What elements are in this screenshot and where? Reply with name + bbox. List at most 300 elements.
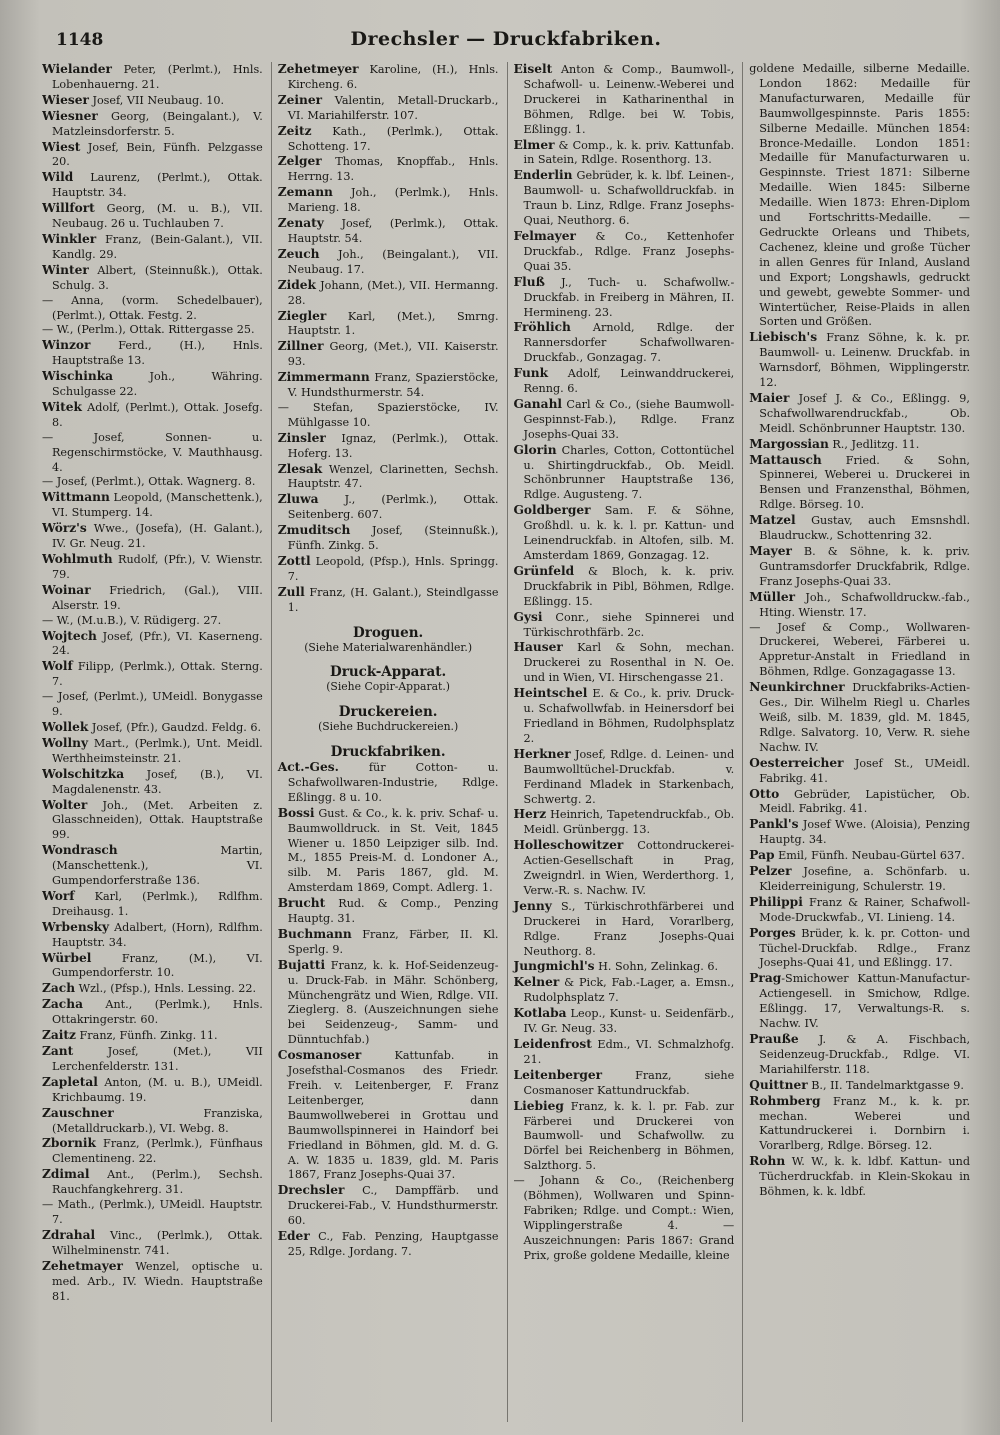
directory-entry-continuation: — Stefan, Spazierstöcke, IV. Mühlgasse 10.	[277, 400, 499, 429]
entry-name: Pap	[749, 848, 775, 863]
entry-details: Peter, (Perlmt.), Hnls. Lobenhauerng. 21.	[52, 63, 263, 91]
directory-entry	[514, 62, 735, 138]
entry-name: Zenaty	[277, 216, 324, 231]
entry-details: Franz, k. k. l. pr. Fab. zur Färberei und Druckerei von Baumwoll- und Schafwollw. zu Dörfel bei Reichenberg in Böhmen, Salzthorg. 5.	[523, 1099, 735, 1173]
columns	[42, 62, 970, 1422]
entry-details: Karl, (Perlmk.), Rdlfhm. Dreihausg. 1.	[52, 889, 263, 918]
entry-name: Wiesner	[42, 108, 98, 123]
entry-details: C., Fab. Penzing, Hauptgasse 25, Rdlge. Jordang. 7.	[287, 1230, 499, 1258]
directory-entry	[278, 185, 499, 216]
directory-entry-continuation: — W., (M.u.B.), V. Rüdigerg. 27.	[42, 613, 222, 627]
directory-entry	[42, 490, 263, 521]
column-3	[507, 62, 735, 1422]
entry-name: Philippi	[749, 894, 803, 909]
entry-name: Wolter	[42, 797, 88, 812]
directory-entry	[42, 1259, 263, 1305]
entry-details: Anton & Comp., Baumwoll-, Schafwoll- u. Leinenw.-Weberei und Druckerei in Katharinenthal in Böhmen, Rdlge. bei W. Tobis, Eßlingg. 1.	[523, 63, 735, 136]
directory-entry	[749, 895, 970, 926]
entry-name: Pankl's	[749, 817, 799, 832]
entry-name: Zull	[277, 584, 305, 599]
entry-name: Wörz's	[42, 521, 87, 536]
directory-entry	[514, 397, 735, 443]
entry-name: Brucht	[277, 896, 326, 911]
entry-details: Josef J. & Co., Eßlingg. 9, Schafwollwarendruckfab., Ob. Meidl. Schönbrunner Hauptstr. 130.	[759, 391, 970, 435]
entry-details: Josef, (Pfr.), Gaudzd. Feldg. 6.	[88, 720, 262, 734]
directory-entry	[278, 554, 499, 585]
entry-details: Wenzel, optische u. med. Arb., IV. Wiedn. Hauptstraße 81.	[52, 1259, 263, 1303]
directory-entry	[514, 1068, 735, 1099]
entry-details: Franz, (H. Galant.), Steindlgasse 1.	[287, 585, 499, 614]
entry-name: Zlesak	[277, 461, 323, 476]
entry-details: Fried. & Sohn, Spinnerei, Weberei u. Druckerei in Bensen und Franzensthal, Böhmen, Rdlge. Börseg. 10.	[759, 453, 970, 512]
entry-details: Arnold, Rdlge. der Rannersdorfer Schafwollwaren-Druckfab., Gonzagag. 7.	[523, 321, 735, 365]
entry-name: Felmayer	[513, 228, 576, 243]
entry-name: Zach	[42, 981, 76, 996]
entry-name: Leitenberger	[513, 1067, 603, 1082]
directory-entry	[749, 590, 970, 621]
directory-entry	[42, 843, 263, 889]
entry-name: Zeitz	[277, 123, 312, 138]
directory-entry	[514, 807, 735, 838]
entry-name: Cosmanoser	[277, 1048, 362, 1063]
column-2	[271, 62, 499, 1422]
entry-name: Eiselt	[513, 62, 553, 76]
entry-name: Zmuditsch	[277, 523, 351, 538]
directory-entry	[749, 437, 970, 453]
directory-entry	[278, 523, 499, 554]
entry-details: Karl, (Met.), Smrng. Hauptstr. 1.	[287, 309, 499, 338]
directory-entry	[514, 1006, 735, 1037]
entry-name: Zaitz	[42, 1028, 76, 1043]
entry-name: Act.-Ges.	[277, 759, 339, 774]
entry-details: Josef St., UMeidl. Fabrikg. 41.	[759, 756, 970, 785]
entry-details: Wzl., (Pfsp.), Hnls. Lessing. 22.	[75, 982, 257, 996]
entry-details: Franz, k. k. Hof-Seidenzeug- u. Druck-Fab. in Mähr. Schönberg, Münchengrätz und Wien, Rdlge. VII. Zieglerg. 8. (Auszeichnungen siehe bei Seidenzeug-, Samm- und Dünntuchfab.)	[287, 958, 499, 1047]
entry-name: Winzor	[42, 338, 91, 353]
directory-entry	[514, 1037, 735, 1068]
directory-entry	[42, 369, 263, 400]
entry-name: Glorin	[513, 442, 557, 457]
entry-details: Joh., Währing. Schulgasse 22.	[52, 370, 263, 399]
directory-entry	[278, 1229, 499, 1260]
entry-name: Zottl	[277, 554, 311, 568]
entry-details: E. & Co., k. priv. Druck- u. Schafwollwfab. in Heinersdorf bei Friedland in Böhmen, Rudolphsplatz 2.	[523, 687, 735, 745]
entry-details: Josefine, a. Schönfarb. u. Kleiderreinigung, Schulerstr. 19.	[759, 865, 970, 893]
directory-entry	[42, 1228, 263, 1259]
directory-entry	[42, 338, 263, 369]
directory-entry	[42, 1044, 263, 1075]
entry-name: Herkner	[513, 746, 571, 761]
entry-name: Wolschitzka	[42, 766, 125, 781]
entry-details: Franziska, (Metalldruckarb.), VI. Webg. 8.	[52, 1106, 263, 1135]
directory-entry	[749, 756, 970, 787]
entry-name: Drechsler	[277, 1183, 345, 1198]
entry-name: Wittmann	[42, 490, 110, 505]
entry-name: Mattausch	[749, 452, 822, 467]
directory-entry	[749, 680, 970, 756]
entry-name: Buchmann	[277, 926, 352, 941]
directory-entry	[278, 93, 499, 124]
directory-entry	[749, 1154, 970, 1200]
entry-name: Woinar	[42, 582, 91, 597]
directory-entry	[514, 320, 735, 366]
directory-entry	[749, 453, 970, 514]
section-heading: Druckereien.	[338, 704, 438, 721]
entry-name: Zehetmeyer	[277, 62, 359, 76]
directory-entry	[514, 275, 735, 321]
directory-entry	[42, 798, 263, 844]
entry-details: Josef, (Met.), VII Lerchenfelderstr. 131.	[52, 1045, 263, 1073]
entry-details: Franz M., k. k. pr. mechan. Weberei und Kattundruckerei i. Dornbirn i. Vorarlberg, Rdlge. Börseg. 12.	[759, 1094, 970, 1153]
entry-details: Franz, Spazierstöcke, V. Hundsthurmerstr. 54.	[287, 371, 499, 400]
entry-name: Zbornik	[42, 1136, 96, 1151]
directory-entry-continuation: — Johann & Co., (Reichenberg (Böhmen), Wollwaren und Spinn-Fabriken; Rdlge. und Compt.: Wien, Wipplingerstraße 4. — Auszeichnungen: Paris 1867: Grand Prix, große goldene Medaille, kleine	[513, 1174, 735, 1262]
directory-entry	[749, 513, 970, 544]
directory-entry	[42, 720, 263, 736]
entry-name: Zimmermann	[277, 370, 370, 385]
entry-name: Zdrahal	[42, 1227, 96, 1242]
entry-name: Zelger	[277, 154, 322, 169]
directory-entry	[749, 391, 970, 437]
entry-details: H. Sohn, Zelinkag. 6.	[594, 960, 719, 974]
entry-details: Georg, (M. u. B.), VII. Neubaug. 26 u. Tuchlauben 7.	[52, 202, 263, 231]
entry-details: C., Dampffärb. und Druckerei-Fab., V. Hundsthurmerstr. 60.	[287, 1184, 499, 1228]
entry-details: Franz, (Bein-Galant.), VII. Kandlg. 29.	[52, 232, 263, 261]
entry-details: Rudolf, (Pfr.), V. Wienstr. 79.	[52, 553, 263, 581]
entry-details: Gustav, auch Emsnshdl. Blaudruckw., Schottenring 32.	[759, 514, 970, 543]
entry-details: Albert, (Steinnußk.), Ottak. Schulg. 3.	[52, 263, 263, 292]
entry-details: Josef, (Pfr.), VI. Kaserneng. 24.	[52, 629, 263, 658]
directory-entry	[278, 492, 499, 523]
entry-name: Liebieg	[513, 1098, 564, 1113]
entry-name: Zapletal	[42, 1074, 98, 1089]
entry-name: Prauße	[749, 1032, 799, 1046]
entry-name: Otto	[749, 786, 780, 801]
entry-details: Josef, (Steinnußk.), Fünfh. Zinkg. 5.	[287, 524, 499, 553]
directory-entry-continuation: — Josef & Comp., Wollwaren-Druckerei, Weberei, Färberei u. Appretur-Anstalt in Friedland in Böhmen, Rdlge. Gonzagagasse 13.	[749, 620, 970, 679]
directory-entry	[42, 981, 263, 997]
entry-name: Goldberger	[513, 503, 591, 518]
directory-entry	[514, 640, 735, 686]
directory-entry	[42, 951, 263, 982]
entry-name: Zidek	[277, 277, 316, 292]
entry-details: Josef, VII Neubaug. 10.	[88, 93, 225, 107]
entry-details: Brüder, k. k. pr. Cotton- und Tüchel-Druckfab. Rdlge., Franz Josephs-Quai 41, und Eßlingg. 17.	[759, 926, 970, 970]
column-4	[742, 62, 970, 1422]
entry-name: Grünfeld	[513, 563, 575, 578]
entry-details: Adolf, Leinwanddruckerei, Renng. 6.	[523, 367, 735, 396]
directory-entry	[514, 443, 735, 504]
entry-name: Zant	[42, 1044, 74, 1058]
entry-details: Joh., (Met. Arbeiten z. Glasschneiden), Ottak. Hauptstraße 99.	[52, 798, 263, 842]
directory-entry	[514, 747, 735, 808]
directory-entry	[42, 109, 263, 140]
directory-entry	[42, 170, 263, 201]
entry-name: Wischinka	[42, 369, 114, 384]
directory-entry	[278, 124, 499, 155]
entry-details: Josef, (Perlmk.), Ottak. Hauptstr. 54.	[287, 217, 499, 245]
entry-name: Jungmichl's	[513, 959, 595, 974]
directory-entry	[42, 140, 263, 171]
entry-details: Johann, (Met.), VII. Hermanng. 28.	[287, 278, 499, 307]
entry-details: J. & A. Fischbach, Seidenzeug-Druckfab., Rdlge. VI. Mariahilferstr. 118.	[759, 1033, 970, 1076]
directory-entry	[42, 400, 263, 431]
directory-entry	[278, 585, 499, 616]
directory-entry	[42, 767, 263, 798]
directory-entry	[749, 848, 970, 864]
entry-name: Wojtech	[42, 628, 97, 643]
directory-entry	[278, 216, 499, 247]
entry-details: Franz, Fünfh. Zinkg. 11.	[75, 1029, 218, 1043]
section-heading: Druckfabriken.	[330, 744, 446, 761]
directory-entry	[749, 864, 970, 895]
entry-name: Pelzer	[749, 864, 792, 879]
directory-entry-continuation: — Josef, (Perlmt.), Ottak. Wagnerg. 8.	[42, 475, 256, 489]
entry-name: Ganahl	[513, 396, 563, 411]
entry-name: Elmer	[513, 137, 555, 152]
entry-details: Franz Söhne, k. k. pr. Baumwoll- u. Leinenw. Druckfab. in Warnsdorf, Böhmen, Wipplingerstr. 12.	[759, 331, 970, 390]
entry-details: Cottondruckerei-Actien-Gesellschaft in Prag, Zweigndrl. in Wien, Werderthorg. 1, Verw.-R. s. Nachw. IV.	[523, 839, 735, 897]
entry-details: Wenzel, Clarinetten, Sechsh. Hauptstr. 47.	[287, 462, 499, 491]
entry-name: Winter	[42, 262, 89, 277]
entry-details: Mart., (Perlmk.), Unt. Meidl. Werthheimsteinstr. 21.	[52, 736, 263, 765]
directory-entry	[42, 659, 263, 690]
entry-details: Joh., (Beingalant.), VII. Neubaug. 17.	[287, 247, 499, 276]
directory-entry-continuation: — Math., (Perlmk.), UMeidl. Hauptstr. 7.	[42, 1198, 263, 1226]
entry-details: Josef Wwe. (Aloisia), Penzing Hauptg. 34.	[759, 818, 970, 847]
entry-name: Heintschel	[513, 686, 588, 701]
directory-entry	[749, 330, 970, 391]
entry-name: Zeiner	[277, 92, 323, 107]
entry-name: Willfort	[42, 201, 95, 216]
entry-name: Maier	[749, 390, 790, 405]
entry-details: Thomas, Knopffab., Hnls. Herrng. 13.	[287, 155, 499, 184]
entry-name: Zluwa	[277, 492, 319, 507]
entry-details: für Cotton- u. Schafwollwaren-Industrie, Rdlge. Eßlingg. 8 u. 10.	[287, 760, 499, 804]
entry-details: Gust. & Co., k. k. priv. Schaf- u. Baumwolldruck. in St. Veit, 1845 Wiener u. 1850 Leipziger silb. Ind. M., 1855 Preis-M. d. Londoner A., silb. M. Paris 1867, gld. M. Amsterdam 1869, Compt. Adlerg. 1.	[287, 806, 499, 895]
entry-details: W. W., k. k. ldbf. Kattun- und Tücherdruckfab. in Klein-Skokau in Böhmen, k. k. ldbf.	[759, 1155, 970, 1199]
directory-entry-continuation: — W., (Perlm.), Ottak. Rittergasse 25.	[42, 323, 255, 337]
directory-entry	[42, 583, 263, 614]
directory-entry	[278, 247, 499, 278]
entry-details: Kath., (Perlmk.), Ottak. Schotteng. 17.	[287, 124, 499, 153]
directory-entry	[278, 462, 499, 493]
entry-name: Neunkirchner	[749, 680, 845, 695]
entry-details: Anton, (M. u. B.), UMeidl. Krichbaumg. 19.	[52, 1075, 263, 1104]
entry-name: Kotlaba	[513, 1006, 567, 1021]
directory-entry	[749, 1094, 970, 1155]
directory-entry	[749, 1032, 970, 1078]
entry-details: & Co., Kettenhofer Druckfab., Rdlge. Franz Josephs-Quai 35.	[523, 229, 735, 273]
directory-entry	[42, 1136, 263, 1167]
directory-entry	[278, 896, 499, 927]
entry-details: Edm., VI. Schmalzhofg. 21.	[523, 1038, 735, 1066]
directory-entry	[514, 503, 735, 564]
entry-name: Rohn	[749, 1154, 786, 1169]
directory-entry	[514, 899, 735, 960]
directory-entry	[514, 686, 735, 747]
entry-details: Friedrich, (Gal.), VIII. Alserstr. 19.	[52, 583, 263, 612]
directory-entry	[278, 154, 499, 185]
entry-details: Valentin, Metall-Druckarb., VI. Mariahilferstr. 107.	[287, 93, 499, 122]
entry-name: Oesterreicher	[749, 755, 844, 770]
directory-entry	[278, 309, 499, 340]
entry-details: R., Jedlitzg. 11.	[828, 437, 920, 451]
entry-details: Franz, Färber, II. Kl. Sperlg. 9.	[287, 927, 499, 956]
directory-entry	[42, 889, 263, 920]
entry-details: -Smichower Kattun-Manufactur-Actiengesell. in Smichow, Rdlge. Eßlingg. 17, Verwaltungs-R. s. Nachw. IV.	[759, 972, 970, 1031]
entry-details: Georg, (Beingalant.), V. Matzleinsdorferstr. 5.	[52, 109, 263, 138]
directory-entry	[514, 975, 735, 1006]
entry-name: Wollny	[42, 735, 89, 750]
entry-name: Wieser	[42, 92, 89, 107]
entry-details: Karl & Sohn, mechan. Druckerei zu Rosenthal in N. Oe. und in Wien, VI. Hirschengasse 21.	[523, 641, 735, 685]
entry-details: S., Türkischrothfärberei und Druckerei in Hard, Vorarlberg, Rdlge. Franz Josephs-Quai Neuthorg. 8.	[523, 899, 735, 958]
entry-details: Kattunfab. in Josefsthal-Cosmanos des Friedr. Freih. v. Leitenberger, F. Franz Leitenberger, dann Baumwollweberei in Grottau und Baumwollspinnerei in Haindorf bei Friedland in Böhmen, gld. M. d. G. A. W. 1835 u. 1839, gld. M. Paris 1867, Franz Josephs-Quai 37.	[287, 1049, 499, 1182]
entry-name: Margossian	[749, 436, 829, 451]
section-reference-note: (Siehe Materialwarenhändler.)	[304, 640, 473, 654]
directory-entry	[42, 1028, 263, 1044]
directory-entry	[749, 787, 970, 818]
entry-name: Porges	[749, 925, 796, 940]
directory-entry	[514, 138, 735, 169]
entry-details: Georg, (Met.), VII. Kaiserstr. 93.	[287, 340, 499, 369]
entry-name: Prag	[749, 971, 782, 986]
directory-entry	[42, 263, 263, 294]
entry-details: & Comp., k. k. priv. Kattunfab. in Satein, Rdlge. Rosenthorg. 13.	[523, 138, 735, 167]
entry-details: Ferd., (H.), Hnls. Hauptstraße 13.	[52, 339, 263, 368]
entry-name: Wrbensky	[42, 919, 110, 934]
directory-entry	[749, 1078, 970, 1094]
entry-name: Leidenfrost	[513, 1037, 592, 1051]
entry-name: Zacha	[42, 997, 83, 1012]
entry-name: Wohlmuth	[42, 552, 113, 566]
entry-details: Heinrich, Tapetendruckfab., Ob. Meidl. Grünbergg. 13.	[523, 808, 735, 837]
entry-details: Charles, Cotton, Cottontüchel u. Shirtingdruckfab., Ob. Meidl. Schönbrunner Hauptstraße 136, Rdlge. Augusteng. 7.	[523, 443, 735, 502]
page-header	[42, 28, 970, 62]
directory-entry	[278, 760, 499, 806]
entry-name: Hauser	[513, 640, 563, 655]
directory-entry	[514, 366, 735, 397]
directory-entry	[514, 168, 735, 229]
entry-name: Gysi	[513, 609, 543, 624]
directory-entry	[42, 521, 263, 552]
directory-entry	[42, 232, 263, 263]
directory-entry	[42, 736, 263, 767]
entry-name: Wollek	[42, 719, 89, 734]
entry-details: Gebrüder, k. k. lbf. Leinen-, Baumwoll- u. Schafwolldruckfab. in Traun b. Linz, Rdlge. Franz Josephs-Quai, Neuthorg. 6.	[523, 169, 735, 228]
directory-entry	[42, 1106, 263, 1137]
entry-name: Bossi	[277, 805, 315, 820]
page-number: 1148	[56, 30, 104, 50]
entry-details: Joh., (Perlmk.), Hnls. Marieng. 18.	[287, 186, 499, 215]
column-1	[42, 62, 263, 1422]
entry-name: Enderlin	[513, 168, 573, 183]
directory-entry	[514, 959, 735, 975]
entry-details: Leopold, (Pfsp.), Hnls. Springg. 7.	[287, 555, 499, 583]
entry-details: & Pick, Fab.-Lager, a. Emsn., Rudolphsplatz 7.	[523, 976, 735, 1005]
entry-details: Laurenz, (Perlmt.), Ottak. Hauptstr. 34.	[52, 171, 263, 200]
directory-entry	[514, 610, 735, 641]
entry-name: Zeuch	[277, 246, 320, 261]
entry-details: J., (Perlmk.), Ottak. Seitenberg. 607.	[287, 493, 499, 522]
directory-entry	[749, 971, 970, 1032]
entry-name: Ziegler	[277, 308, 327, 323]
directory-entry	[514, 838, 735, 899]
entry-details: Ignaz, (Perlmk.), Ottak. Hoferg. 13.	[287, 431, 499, 460]
entry-name: Mayer	[749, 544, 792, 558]
entry-details: Conr., siehe Spinnerei und Türkischrothfärb. 2c.	[523, 610, 735, 639]
entry-name: Wondrasch	[42, 843, 118, 858]
directory-entry-continuation: — Anna, (vorm. Schedelbauer), (Perlmt.), Ottak. Festg. 2.	[42, 293, 263, 322]
directory-entry-continuation: — Josef, Sonnen- u. Regenschirmstöcke, V. Mauthhausg. 4.	[42, 430, 263, 474]
entry-details: Filipp, (Perlmk.), Ottak. Sterng. 7.	[52, 660, 263, 689]
entry-name: Wiest	[42, 139, 81, 154]
entry-details: Ant., (Perlmk.), Hnls. Ottakringerstr. 60.	[52, 998, 263, 1027]
directory-entry	[278, 370, 499, 401]
entry-name: Quittner	[749, 1077, 808, 1092]
section-heading: Droguen.	[353, 624, 424, 641]
entry-details: Sam. F. & Söhne, Großhdl. u. k. k. l. pr. Kattun- und Leinendruckfab. in Altofen, silb. M. Amsterdam 1869, Gonzagag. 12.	[523, 504, 735, 562]
entry-details: Ant., (Perlm.), Sechsh. Rauchfangkehrerg. 31.	[52, 1168, 263, 1197]
directory-entry	[278, 1048, 499, 1183]
directory-entry	[278, 339, 499, 370]
directory-entry	[749, 544, 970, 590]
entry-name: Holleschowitzer	[513, 838, 624, 853]
section-reference-note: (Siehe Buchdruckereien.)	[318, 720, 459, 734]
entry-name: Zillner	[277, 339, 324, 354]
entry-name: Wolf	[42, 659, 73, 674]
entry-name: Eder	[277, 1229, 310, 1244]
entry-name: Wild	[42, 170, 74, 185]
directory-entry	[42, 997, 263, 1028]
entry-details: J., Tuch- u. Schafwollw.-Druckfab. in Freiberg in Mähren, II. Hermineng. 23.	[523, 275, 735, 319]
directory-entry	[42, 629, 263, 660]
entry-details: Josef, Rdlge. d. Leinen- und Baumwolltüchel-Druckfab. v. Ferdinand Mladek in Starkenbach, Schwertg. 2.	[523, 747, 735, 806]
entry-name: Liebisch's	[749, 330, 818, 345]
directory-entry	[514, 564, 735, 610]
entry-details: B. & Söhne, k. k. priv. Guntramsdorfer Druckfabrik, Rdlge. Franz Josephs-Quai 33.	[759, 545, 970, 588]
entry-details: Martin, (Manschettenk.), VI. Gumpendorferstraße 136.	[52, 844, 263, 888]
entry-name: Winkler	[42, 231, 97, 246]
entry-name: Zehetmayer	[42, 1258, 123, 1273]
entry-details: Vinc., (Perlmk.), Ottak. Wilhelminenstr. 741.	[52, 1228, 263, 1257]
entry-details: Adalbert, (Horn), Rdlfhm. Hauptstr. 34.	[52, 920, 263, 949]
directory-entry	[42, 201, 263, 232]
directory-entry	[514, 1099, 735, 1175]
directory-entry	[278, 278, 499, 309]
directory-entry	[278, 806, 499, 896]
entry-details: Leop., Kunst- u. Seidenfärb., IV. Gr. Neug. 33.	[523, 1007, 735, 1036]
entry-details: Franz, siehe Cosmanoser Kattundruckfab.	[523, 1068, 735, 1097]
entry-name: Bujatti	[277, 957, 326, 972]
entry-details: B., II. Tandelmarktgasse 9.	[807, 1078, 964, 1092]
entry-name: Matzel	[749, 513, 796, 528]
directory-entry	[278, 958, 499, 1048]
directory-entry	[514, 229, 735, 275]
entry-details: Wwe., (Josefa), (H. Galant.), IV. Gr. Neug. 21.	[52, 522, 263, 551]
entry-name: Fröhlich	[513, 320, 571, 335]
directory-entry	[42, 62, 263, 93]
entry-name: Zauschner	[42, 1105, 114, 1120]
running-head: Drechsler — Druckfabriken.	[350, 28, 662, 50]
directory-entry	[749, 817, 970, 848]
directory-entry	[278, 1183, 499, 1229]
directory-entry	[278, 431, 499, 462]
entry-name: Jenny	[513, 898, 552, 913]
entry-name: Herz	[513, 807, 547, 822]
entry-details: Emil, Fünfh. Neubau-Gürtel 637.	[774, 849, 965, 863]
